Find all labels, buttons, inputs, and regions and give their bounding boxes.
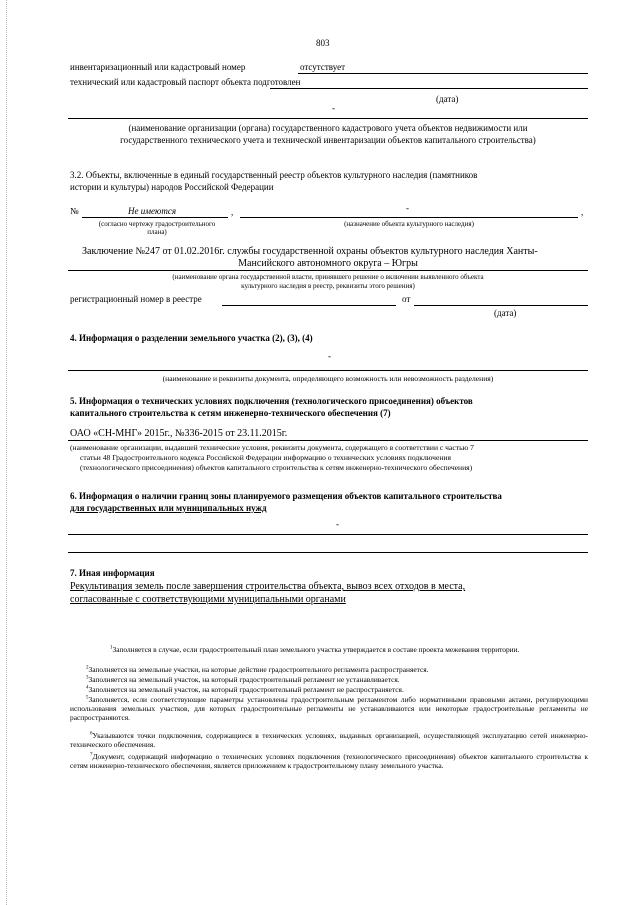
s32-reg-line [222,305,396,306]
footnote-5-number: 5 [86,695,89,701]
footnote-5 [70,695,588,722]
inv-line [298,73,588,74]
footnote-2-number: 2 [86,665,89,671]
footnote-2-text: Заполняется на земельные участки, на которые действие градостроительного регламента распространяется. [88,665,429,674]
footnote-7 [70,752,588,770]
page-number: 803 [316,38,330,48]
s5-title-2: капитального строительства к сетям инженерно-технического обеспечения (7) [70,408,391,418]
s32-conclusion-1: Заключение №247 от 01.02.2016г. службы государственной охраны объектов культурного наследия Ханты- [82,246,538,257]
s32-comma-2: , [581,207,584,217]
s7-title: 7. Иная информация [70,568,155,578]
s7-text-2: согласованные с соответствующими муниципальными органами [70,594,346,605]
passport-line [270,88,588,89]
s32-comma-1: , [231,207,234,217]
inv-value: отсутствует [300,62,346,72]
footnote-4-text: Заполняется на земельный участок, на который градостроительный регламент не распространяется. [88,685,404,694]
s32-caption-drawing-1: (согласно чертежу градостроительного [98,220,216,228]
s5-caption-1: (наименование организации, выдавшей технические условия, реквизиты документа, содержащего в соответствии с частью 7 [70,443,474,452]
s32-conclusion-line [68,270,588,271]
footnote-1-text: Заполняется в случае, если градостроительный план земельного участка утверждается в составе проекта межевания территории. [112,645,520,654]
s32-from-line [414,305,588,306]
s6-line-2 [68,552,588,553]
s6-title-2: для государственных или муниципальных нужд [70,503,267,513]
passport-date-caption: (дата) [436,94,459,104]
s4-line [68,370,588,371]
footnote-6-number: 6 [90,731,93,737]
footnote-3-text: Заполняется на земельный участок, на который градостроительный регламент не устанавливается. [88,675,400,684]
s6-dash: - [336,519,339,529]
footnote-7-number: 7 [90,752,93,758]
s4-dash: - [328,351,331,361]
footnote-1-number: 1 [110,645,113,651]
s32-name-dash: - [406,203,409,213]
s5-caption-2: статьи 48 Градостроительного кодекса Российской Федерации информацию о технических условиях подключения [80,453,451,462]
s4-title: 4. Информация о разделении земельного участка (2), (3), (4) [70,333,313,343]
footnote-2 [70,665,588,674]
s32-date-caption: (дата) [494,308,517,318]
s32-caption-drawing-2: плана) [147,228,167,236]
s32-caption-organ-2: культурного наследия в реестр, реквизиты этого решения) [241,282,415,290]
footnote-6 [70,731,588,749]
s32-name-line [240,217,578,218]
footnote-6-text: Указываются точки подключения, содержащиеся в технических условиях, выданных организацией, осуществляющей эксплуатацию сетей инженерно-технического обеспечения. [70,731,588,749]
s32-title-1: 3.2. Объекты, включенные в единый государственный реестр объектов культурного наследия (памятников [70,170,478,180]
s32-conclusion-2: Мансийского автономного округа – Югры [238,258,418,269]
s32-title-2: истории и культуры) народов Российской Федерации [70,182,274,192]
s32-no-line [82,217,228,218]
s4-caption: (наименование и реквизиты документа, определяющего возможность или невозможность разделения) [162,374,494,383]
s32-no-label: № [70,206,79,216]
org-caption-1: (наименование организации (органа) государственного кадастрового учета объектов недвижимости или [128,123,528,133]
footnote-3 [70,675,588,684]
passport-label: технический или кадастровый паспорт объекта подготовлен [70,77,301,87]
s6-title-1: 6. Информация о наличии границ зоны планируемого размещения объектов капитального строительства [70,491,502,501]
s5-value: ОАО «СН-МНГ» 2015г., №336-2015 от 23.11.2015г. [70,428,288,439]
footnote-4-number: 4 [86,685,89,691]
org-line [68,118,588,119]
footnote-3-number: 3 [86,675,89,681]
s32-caption-organ-1: (наименование органа государственной власти, принявшего решение о включении выявленного объекта [172,273,484,281]
s32-no-value: Не имеются [128,206,177,216]
org-dash: - [332,103,335,113]
s5-caption-3: (технологического присоединения) объектов капитального строительства к сетям инженерно-технического обеспечения) [80,463,473,472]
s5-title-1: 5. Информация о технических условиях подключения (технологического присоединения) объектов [70,396,473,406]
s32-from-label: от [402,294,411,304]
footnote-4 [70,685,588,694]
org-caption-2: государственного технического учета и технической инвентаризации объектов капитального строительства) [120,135,536,145]
footnote-1 [70,645,588,654]
s5-line [68,440,588,441]
s6-line-1 [68,534,588,535]
footnote-5-text: Заполняется, если соответствующие параметры установлены градостроительным регламентом либо нормативными правовыми актами, регулирующими использования земельных участков, для которых градостроительные регламенты не устанавливаются или некоторые градостроительные регламенты не распространяются. [70,695,588,722]
scan-edge [6,0,7,905]
footnote-7-text: Документ, содержащий информацию о технических условиях подключения (технологического присоединения) объектов капитального строительства к сетям инженерно-технического обеспечения, является приложением к градостроительному плану земельного участка. [70,752,588,770]
s32-reg-label: регистрационный номер в реестре [70,294,202,304]
inv-label: инвентаризационный или кадастровый номер [70,62,246,72]
s32-caption-name: (назначение объекта культурного наследия) [344,220,474,228]
s7-text-1: Рекультивация земель после завершения строительства объекта, вывоз всех отходов в места, [70,581,466,592]
